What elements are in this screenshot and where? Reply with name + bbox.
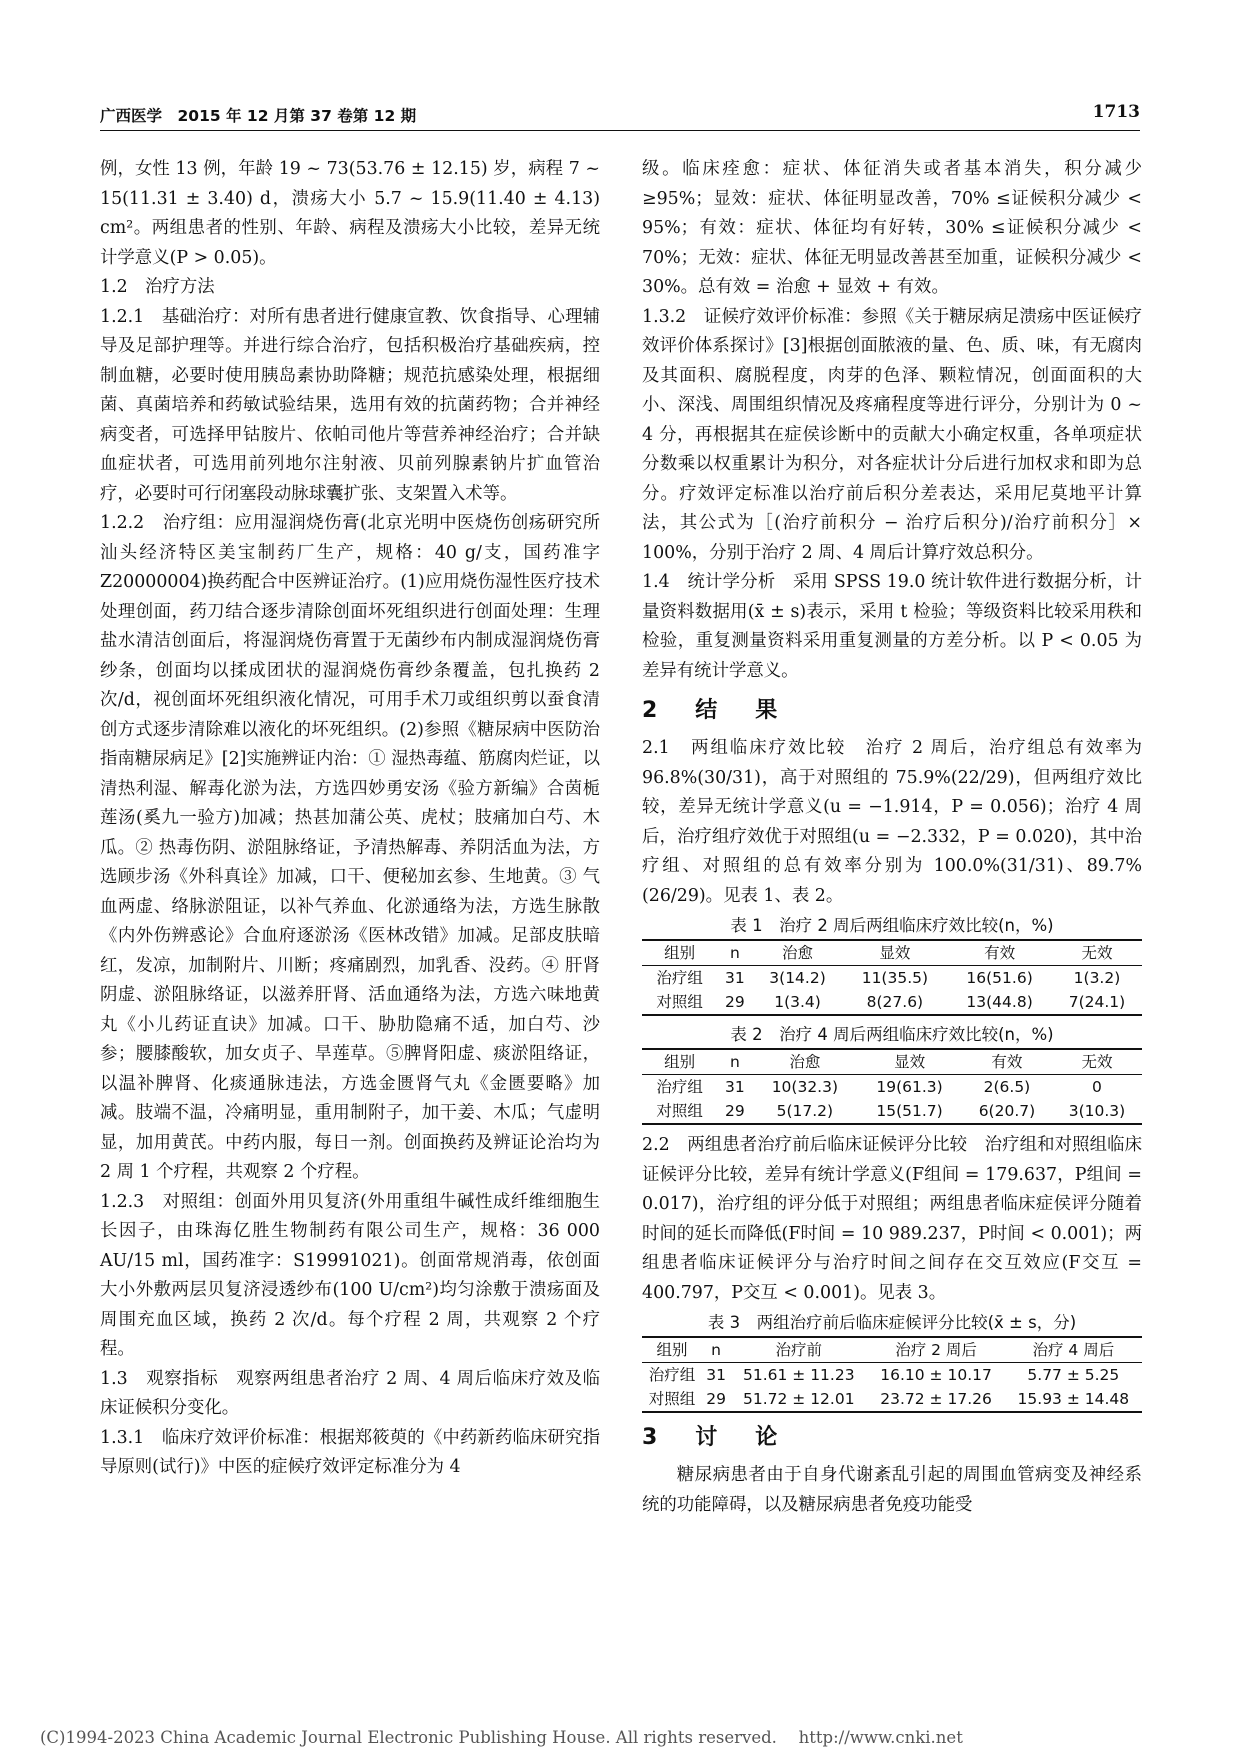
table-cell: 10(32.3) <box>771 1078 839 1096</box>
paragraph-2-1: 2.1 两组临床疗效比较 治疗 2 周后，治疗组总有效率为 96.8%(30/31)，高于对照组的 75.9%(22/29)，但两组疗效比较，差异无统计学意义(u = −1.914，P = 0.056)；治疗 4 周后，治疗组疗效优于对照组(u = −2.332，P = 0.020)，其中治疗组、对照组的总有效率分别为 100.0%(31/31)、89.7%(26/29)。见表 1、表 2。 <box>642 738 1142 906</box>
paragraph-1-4: 1.4 统计学分析 采用 SPSS 19.0 统计软件进行数据分析，计量资料数据用(x̄ ± s)表示，采用 t 检验；等级资料比较采用秩和检验，重复测量资料采用重复测量的方差分析。以 P < 0.05 为差异有统计学意义。 <box>642 572 1142 681</box>
table-header-cell: 显效 <box>843 940 948 966</box>
table-cell: 6(20.7) <box>962 1099 1052 1124</box>
table-header-cell: 无效 <box>1052 940 1142 966</box>
table-header-row <box>642 1049 1142 1075</box>
table-header-cell: 组别 <box>642 1049 717 1075</box>
section-title-results: 2 结 果 <box>642 698 786 723</box>
table-cell: 对照组 <box>642 1099 717 1124</box>
table-header-cell: 组别 <box>642 940 717 966</box>
table-header-cell: 无效 <box>1052 1049 1142 1075</box>
table-cell: 1(3.2) <box>1073 969 1121 987</box>
paragraph-1-3-2: 1.3.2 证候疗效评价标准：参照《关于糖尿病足溃疡中医证候疗效评价体系探讨》[3]根据创面脓液的量、色、质、味，有无腐肉及其面积、腐脱程度，肉芽的色泽、颗粒情况，创面面积的大小、深浅、周围组织情况及疼痛程度等进行评分，分别计为 0 ~ 4 分，再根据其在症侯诊断中的贡献大小确定权重，各单项症状分数乘以权重累计为积分，对各症状计分后进行加权求和即为总分。疗效评定标准以治疗前后积分差表达，采用尼莫地平计算法，其公式为［(治疗前积分 − 治疗后积分)/治疗前积分］× 100%，分别于治疗 2 周、4 周后计算疗效总积分。 <box>642 306 1142 563</box>
paragraph-1-3: 1.3 观察指标 观察两组患者治疗 2 周、4 周后临床疗效及临床证候积分变化。 <box>100 1368 600 1418</box>
table-header-cell: 显效 <box>857 1049 962 1075</box>
table-cell: 0 <box>1092 1078 1102 1096</box>
table3 <box>642 1336 1142 1413</box>
table-cell: 3(10.3) <box>1052 1099 1142 1124</box>
table-row <box>642 1075 1142 1100</box>
paragraph-1-2-2: 1.2.2 治疗组：应用湿润烧伤膏(北京光明中医烧伤创疡研究所汕头经济特区美宝制药厂生产，规格：40 g/支，国药准字 Z20000004)换药配合中医辨证治疗。(1)应用烧伤湿性医疗技术处理创面，药刀结合逐步清除创面坏死组织进行创面处理：生理盐水清洁创面后，将湿润烧伤膏置于无菌纱布内制成湿润烧伤膏纱条，创面均以揉成团状的湿润烧伤膏纱条覆盖，包扎换药 2 次/d，视创面坏死组织液化情况，可用手术刀或组织剪以蚕食清创方式逐步清除难以液化的坏死组织。(2)参照《糖尿病中医防治指南糖尿病足》[2]实施辨证内治：① 湿热毒蕴、筋腐肉烂证，以清热利湿、解毒化淤为法，方选四妙勇安汤《验方新编》合茵栀莲汤(奚九一验方)加减；热甚加蒲公英、虎杖；肢痛加白芍、木瓜。② 热毒伤阴、淤阻脉络证，予清热解毒、养阴活血为法，方选顾步汤《外科真诠》加减，口干、便秘加玄参、生地黄。③ 气血两虚、络脉淤阻证，以补气养血、化淤通络为法，方选生脉散《内外伤辨惑论》合血府逐淤汤《医林改错》加减。足部皮肤暗红，发凉，加制附片、川断；疼痛剧烈，加乳香、没药。④ 肝肾阴虚、淤阻脉络证，以滋养肝肾、活血通络为法，方选六味地黄丸《小儿药证直诀》加减。口干、胁肋隐痛不适，加白芍、沙参；腰膝酸软，加女贞子、旱莲草。⑤脾肾阳虚、痰淤阻络证，以温补脾肾、化痰通脉违法，方选金匮肾气丸《金匮要略》加减。肢端不温，冷痛明显，重用制附子，加干姜、木瓜；气虚明显，加用黄芪。中药内服，每日一剂。创面换药及辨证论治均为 2 周 1 个疗程，共观察 2 个疗程。 <box>100 513 600 1182</box>
table-header-cell: 治疗前 <box>730 1337 867 1363</box>
page-header <box>100 104 1140 131</box>
paragraph-baseline: 例，女性 13 例，年龄 19 ~ 73(53.76 ± 12.15) 岁，病程 7 ~ 15(11.31 ± 3.40) d，溃疡大小 5.7 ~ 15.9(11.40 ± 4.13) cm²。两组患者的性别、年龄、病程及溃疡大小比较，差异无统计学意义(P > 0.05)。 <box>100 159 600 268</box>
table1-caption: 表 1 治疗 2 周后两组临床疗效比较(n，%) <box>730 916 1054 935</box>
table-cell: 3(14.2) <box>769 969 826 987</box>
table-header-cell: 治疗 4 周后 <box>1005 1337 1142 1363</box>
table-header-cell: 治疗 2 周后 <box>867 1337 1004 1363</box>
table-cell: 5(17.2) <box>753 1099 858 1124</box>
table-cell: 29 <box>702 1387 730 1412</box>
copyright-footer: (C)1994-2023 China Academic Journal Electronic Publishing House. All rights reserved. http://www.cnki.net <box>40 1728 963 1747</box>
table-row <box>642 1099 1142 1124</box>
table-row <box>642 1387 1142 1412</box>
section-heading-1-2: 1.2 治疗方法 <box>100 277 215 297</box>
table-cell: 治疗组 <box>656 1078 703 1096</box>
paragraph-efficacy-levels: 级。临床痊愈：症状、体征消失或者基本消失，积分减少≥95%；显效：症状、体征明显改善，70% ≤证候积分减少 < 95%；有效：症状、体征均有好转，30% ≤证候积分减少 < 70%；无效：症状、体征无明显改善甚至加重，证候积分减少 < 30%。总有效 = 治愈 + 显效 + 有效。 <box>642 159 1142 297</box>
table-header-cell: 治愈 <box>753 1049 858 1075</box>
table-header-cell: n <box>717 1049 752 1075</box>
table-row <box>642 966 1142 991</box>
table-cell: 5.77 ± 5.25 <box>1027 1366 1120 1384</box>
table-cell: 23.72 ± 17.26 <box>867 1387 1004 1412</box>
paragraph-discussion: 糖尿病患者由于自身代谢紊乱引起的周围血管病变及神经系统的功能障碍，以及糖尿病患者免疫功能受 <box>642 1465 1142 1515</box>
table-cell: 对照组 <box>642 990 717 1015</box>
table-cell: 治疗组 <box>656 969 703 987</box>
table-header-cell: 治愈 <box>753 940 843 966</box>
table-header-row <box>642 1337 1142 1363</box>
table-cell: 31 <box>724 969 745 987</box>
paragraph-1-2-3: 1.2.3 对照组：创面外用贝复济(外用重组牛碱性成纤维细胞生长因子，由珠海亿胜生物制药有限公司生产，规格：36 000 AU/15 ml，国药准字：S19991021)。创面常规消毒，依创面大小外敷两层贝复济浸透纱布(100 U/cm²)均匀涂敷于溃疡面及周围充血区域，换药 2 次/d。每个疗程 2 周，共观察 2 个疗程。 <box>100 1191 600 1359</box>
table-cell: 对照组 <box>642 1387 702 1412</box>
table-header-cell: 有效 <box>947 940 1052 966</box>
table-header-cell: n <box>717 940 752 966</box>
left-column <box>100 155 600 1483</box>
table-cell: 31 <box>724 1078 745 1096</box>
table-header-cell: 组别 <box>642 1337 702 1363</box>
right-column <box>642 155 1142 1520</box>
paragraph-1-2-1: 1.2.1 基础治疗：对所有患者进行健康宣教、饮食指导、心理辅导及足部护理等。并进行综合治疗，包括积极治疗基础疾病，控制血糖，必要时使用胰岛素协助降糖；规范抗感染处理，根据细菌、真菌培养和药敏试验结果，选用有效的抗菌药物；合并神经病变者，可选择甲钴胺片、依帕司他片等营养神经治疗；合并缺血症状者，可选用前列地尔注射液、贝前列腺素钠片扩血管治疗，必要时可行闭塞段动脉球囊扩张、支架置入术等。 <box>100 306 600 504</box>
table-cell: 29 <box>717 990 752 1015</box>
table-cell: 15.93 ± 14.48 <box>1005 1387 1142 1412</box>
table-cell: 11(35.5) <box>861 969 929 987</box>
table-cell: 7(24.1) <box>1052 990 1142 1015</box>
table-row <box>642 1363 1142 1388</box>
table-cell: 治疗组 <box>648 1366 696 1384</box>
table-cell: 16.10 ± 10.17 <box>880 1366 992 1384</box>
paragraph-1-3-1: 1.3.1 临床疗效评价标准：根据郑筱萸的《中药新药临床研究指导原则(试行)》中医的症候疗效评定标准分为 4 <box>100 1427 600 1477</box>
section-title-discussion: 3 讨 论 <box>642 1425 786 1450</box>
journal-info: 广西医学 2015 年 12 月第 37 卷第 12 期 <box>100 107 417 125</box>
table-cell: 19(61.3) <box>876 1078 943 1096</box>
table-cell: 51.61 ± 11.23 <box>742 1366 855 1384</box>
table-header-cell: 有效 <box>962 1049 1052 1075</box>
page-number: 1713 <box>1092 102 1140 122</box>
table-cell: 31 <box>706 1366 726 1384</box>
table-header-row <box>642 940 1142 966</box>
table-cell: 15(51.7) <box>857 1099 962 1124</box>
table-cell: 13(44.8) <box>947 990 1052 1015</box>
table-cell: 29 <box>717 1099 752 1124</box>
table-cell: 8(27.6) <box>843 990 948 1015</box>
table-row <box>642 990 1142 1015</box>
table-cell: 2(6.5) <box>983 1078 1031 1096</box>
table-cell: 51.72 ± 12.01 <box>730 1387 867 1412</box>
paragraph-2-2: 2.2 两组患者治疗前后临床证候评分比较 治疗组和对照组临床证候评分比较，差异有统计学意义(F组间 = 179.637，P组间 = 0.017)，治疗组的评分低于对照组；两组患者临床症侯评分随着时间的延长而降低(F时间 = 10 989.237，P时间 < 0.001)；两组患者临床证候评分与治疗时间之间存在交互效应(F交互 = 400.797，P交互 < 0.001)。见表 3。 <box>642 1135 1142 1303</box>
table3-caption: 表 3 两组治疗前后临床症候评分比较(x̄ ± s，分) <box>707 1313 1077 1332</box>
table2 <box>642 1048 1142 1125</box>
table-cell: 1(3.4) <box>753 990 843 1015</box>
table-header-cell: n <box>702 1337 730 1363</box>
table2-caption: 表 2 治疗 4 周后两组临床疗效比较(n，%) <box>730 1025 1054 1044</box>
table1 <box>642 939 1142 1016</box>
table-cell: 16(51.6) <box>966 969 1033 987</box>
